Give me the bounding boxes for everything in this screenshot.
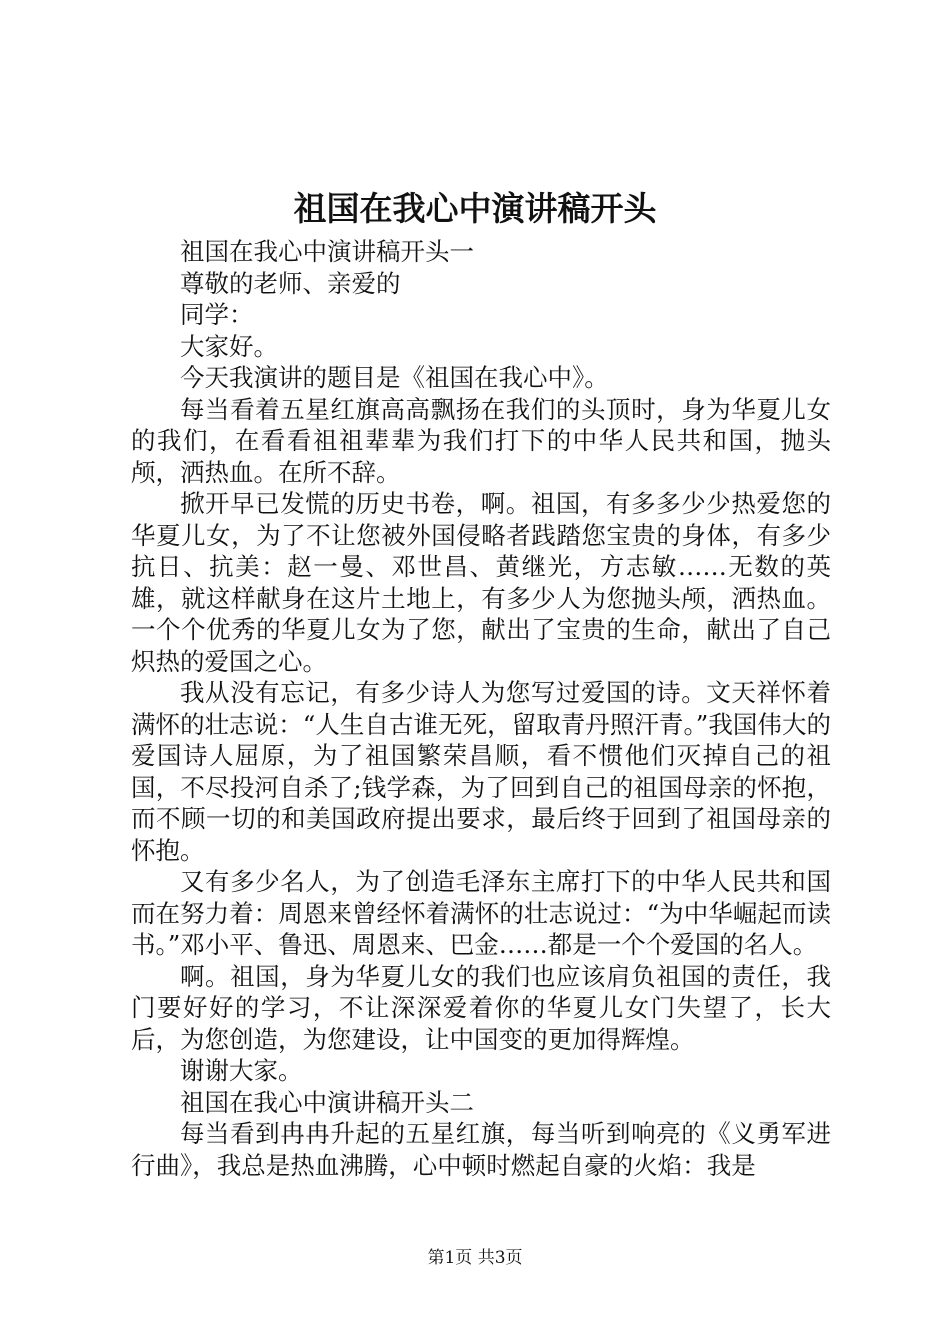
paragraph: 尊敬的老师、亲爱的 xyxy=(180,268,401,298)
paragraph: 又有多少名人，为了创造毛泽东主席打下的中华人民共和国而在努力着：周恩来曾经怀着满怀的壮志说过：“为中华崛起而读书。”邓小平、鲁迅、周恩来、巴金……都是一个个爱国的名人。 xyxy=(131,867,831,959)
paragraph: 祖国在我心中演讲稿开头二 xyxy=(180,1087,474,1117)
paragraph: 我从没有忘记，有多少诗人为您写过爱国的诗。文天祥怀着满怀的壮志说：“人生自古谁无死，留取青丹照汗青。”我国伟大的爱国诗人屈原，为了祖国繁荣昌顺，看不惯他们灭掉自己的祖国，不尽投河自杀了;钱学森，为了回到自己的祖国母亲的怀抱，而不顾一切的和美国政府提出要求，最后终于回到了祖国母亲的怀抱。 xyxy=(131,678,831,865)
paragraph: 每当看到冉冉升起的五星红旗，每当听到响亮的《义勇军进行曲》，我总是热血沸腾，心中顿时燃起自豪的火焰：我是 xyxy=(131,1119,831,1180)
paragraph: 掀开早已发慌的历史书卷，啊。祖国，有多多少少热爱您的华夏儿女，为了不让您被外国侵略者践踏您宝贵的身体，有多少抗日、抗美：赵一曼、邓世昌、黄继光，方志敏……无数的英雄，就这样献身在这片土地上，有多少人为您抛头颅，洒热血。一个个优秀的华夏儿女为了您，献出了宝贵的生命，献出了自己炽热的爱国之心。 xyxy=(131,489,831,676)
document-title: 祖国在我心中演讲稿开头 xyxy=(293,189,657,228)
paragraph: 啊。祖国，身为华夏儿女的我们也应该肩负祖国的责任，我门要好好的学习，不让深深爱着你的华夏儿女门失望了，长大后，为您创造，为您建设，让中国变的更加得辉煌。 xyxy=(131,961,831,1054)
paragraph: 祖国在我心中演讲稿开头一 xyxy=(180,237,474,266)
paragraph: 大家好。 xyxy=(180,331,278,361)
document-body xyxy=(131,236,831,1181)
page-number-footer: 第1页 共3页 xyxy=(427,1248,523,1268)
paragraph: 同学： xyxy=(180,300,254,329)
paragraph: 今天我演讲的题目是《祖国在我心中》。 xyxy=(180,363,609,392)
paragraph: 每当看着五星红旗高高飘扬在我们的头顶时，身为华夏儿女的我们，在看看祖祖辈辈为我们打下的中华人民共和国，抛头颅，洒热血。在所不辞。 xyxy=(131,394,831,487)
paragraph: 谢谢大家。 xyxy=(180,1056,303,1085)
